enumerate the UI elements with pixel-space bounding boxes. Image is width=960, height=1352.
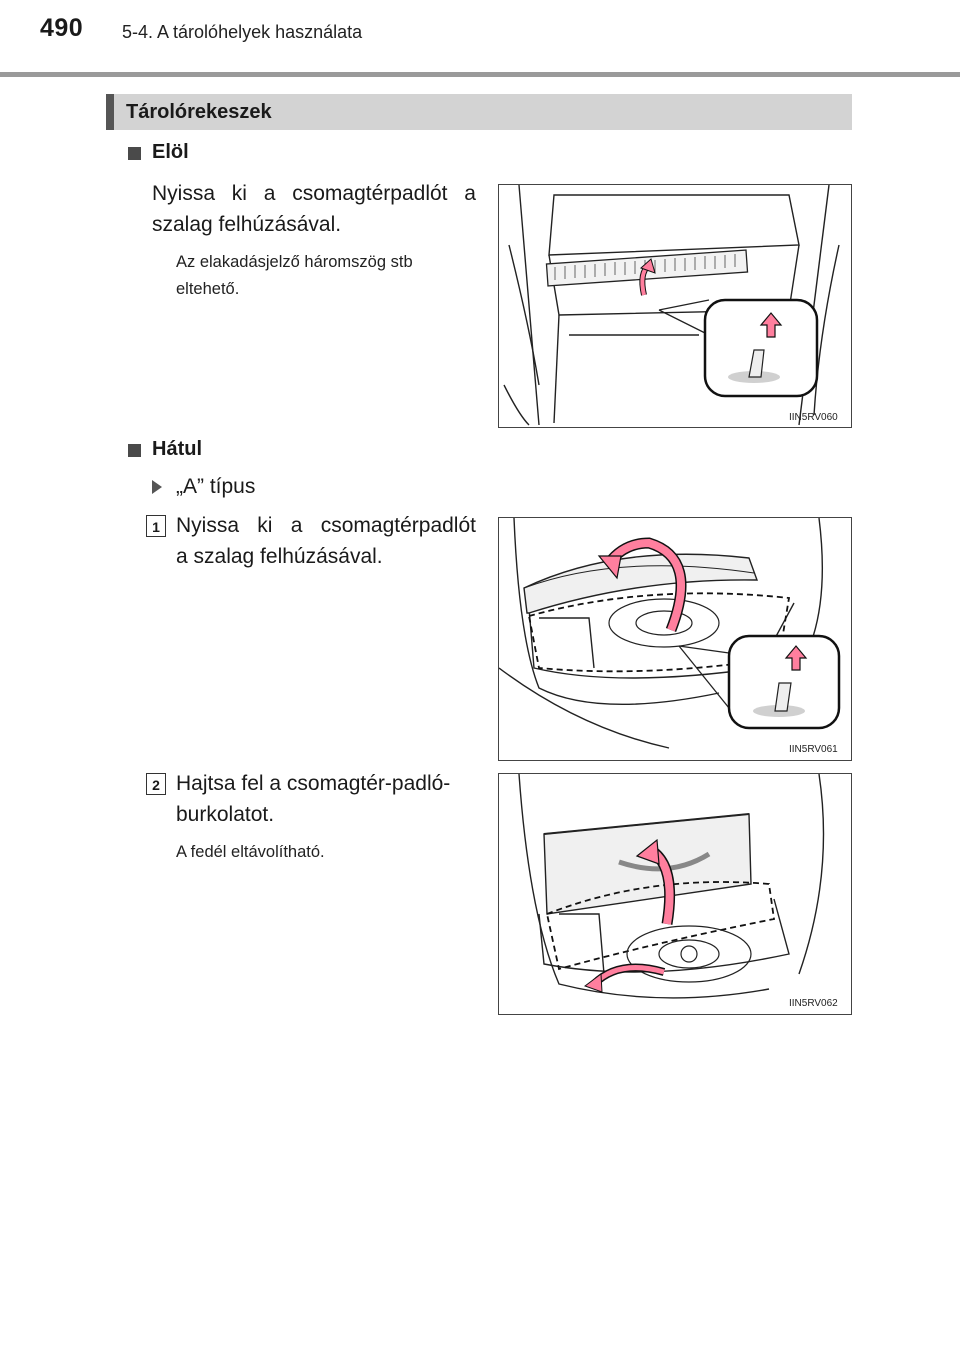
triangle-right-icon (152, 480, 162, 494)
front-heading: Elöl (152, 141, 189, 163)
step-1-number: 1 (146, 515, 166, 537)
section-title: Tárolórekeszek (126, 101, 272, 123)
front-illustration (498, 184, 852, 428)
rear-type-label: „A” típus (176, 475, 256, 498)
rear-step-1-figure-label: IIN5RV061 (789, 744, 838, 755)
square-bullet-icon (128, 444, 141, 457)
section-bar-accent (106, 94, 114, 130)
rear-step-1-illustration (498, 517, 852, 761)
square-bullet-icon (128, 147, 141, 160)
front-figure-label: IIN5RV060 (789, 412, 838, 423)
header-rule (0, 72, 960, 77)
step-1-text-line1: Nyissa ki a csomagtérpadlót (176, 514, 476, 537)
front-note-line2: eltehető. (176, 280, 240, 298)
front-text-line2: szalag felhúzásával. (152, 213, 342, 236)
chapter-title: 5-4. A tárolóhelyek használata (122, 22, 363, 42)
rear-heading: Hátul (152, 438, 202, 460)
page-number: 490 (40, 14, 84, 42)
rear-step-2-figure-label: IIN5RV062 (789, 998, 838, 1009)
step-2-number: 2 (146, 773, 166, 795)
step-2-text-line2: burkolatot. (176, 803, 275, 826)
step-2-text-line1: Hajtsa fel a csomagtér-padló- (176, 772, 451, 795)
step-2-note: A fedél eltávolítható. (176, 843, 325, 861)
rear-step-2-illustration (498, 773, 852, 1015)
step-1-text-line2: a szalag felhúzásával. (176, 545, 383, 568)
front-note-line1: Az elakadásjelző háromszög stb (176, 253, 413, 271)
front-text-line1: Nyissa ki a csomagtérpadlót a (152, 182, 476, 205)
